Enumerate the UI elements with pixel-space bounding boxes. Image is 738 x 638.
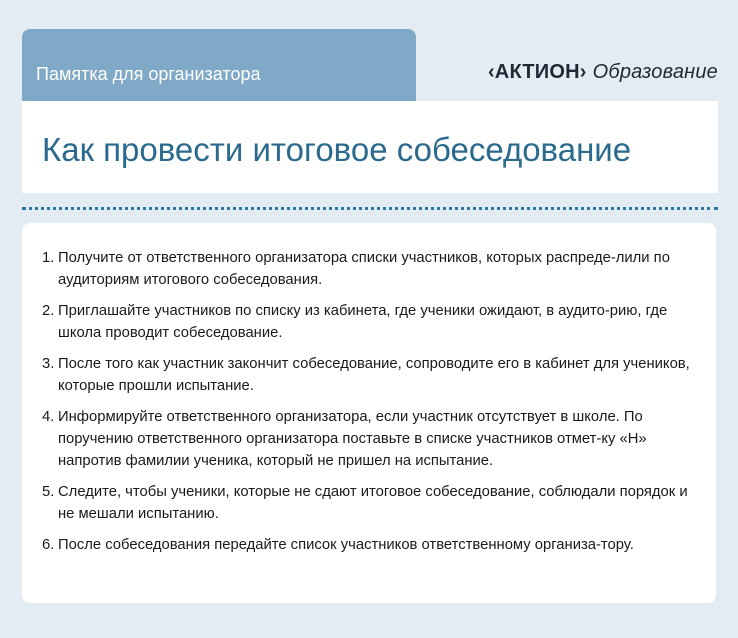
list-item <box>42 481 702 525</box>
brand-name: ‹АКТИОН› <box>487 61 587 83</box>
item-number: 6. <box>42 537 55 553</box>
page-title: Как провести итоговое собеседование <box>42 131 632 168</box>
title-box <box>22 101 718 193</box>
list-item <box>42 406 702 472</box>
dotted-divider <box>22 207 718 210</box>
instructions-box <box>22 223 716 603</box>
instructions-list <box>42 247 702 565</box>
list-item <box>42 534 702 556</box>
list-item <box>42 300 702 344</box>
item-text: Следите, чтобы ученики, которые не сдают итоговое собеседование, соблюдали порядок и не мешали испытанию. <box>58 484 688 522</box>
item-text: Получите от ответственного организатора списки участников, которых распреде-лили по аудиториям итогового собеседования. <box>58 250 670 288</box>
item-text: Приглашайте участников по списку из кабинета, где ученики ожидают, в аудито-рию, где школа проводит собеседование. <box>58 303 668 341</box>
item-number: 3. <box>42 356 55 372</box>
header-tab-label: Памятка для организатора <box>36 64 261 84</box>
item-text: После собеседования передайте список участников ответственному организа-тору. <box>58 537 634 553</box>
brand-logo <box>488 61 718 84</box>
item-number: 5. <box>42 484 55 500</box>
item-number: 4. <box>42 409 55 425</box>
item-text: После того как участник закончит собеседование, сопроводите его в кабинет для учеников, которые прошли испытание. <box>58 356 690 394</box>
item-text: Информируйте ответственного организатора, если участник отсутствует в школе. По поручению ответственного организатора поставьте в списке участников отмет-ку «Н» напротив фамилии ученика, который не пришел на испытание. <box>58 409 647 469</box>
header-tab <box>22 29 416 101</box>
list-item <box>42 353 702 397</box>
item-number: 1. <box>42 250 55 266</box>
item-number: 2. <box>42 303 55 319</box>
list-item <box>42 247 702 291</box>
brand-subtitle: Образование <box>592 61 718 83</box>
